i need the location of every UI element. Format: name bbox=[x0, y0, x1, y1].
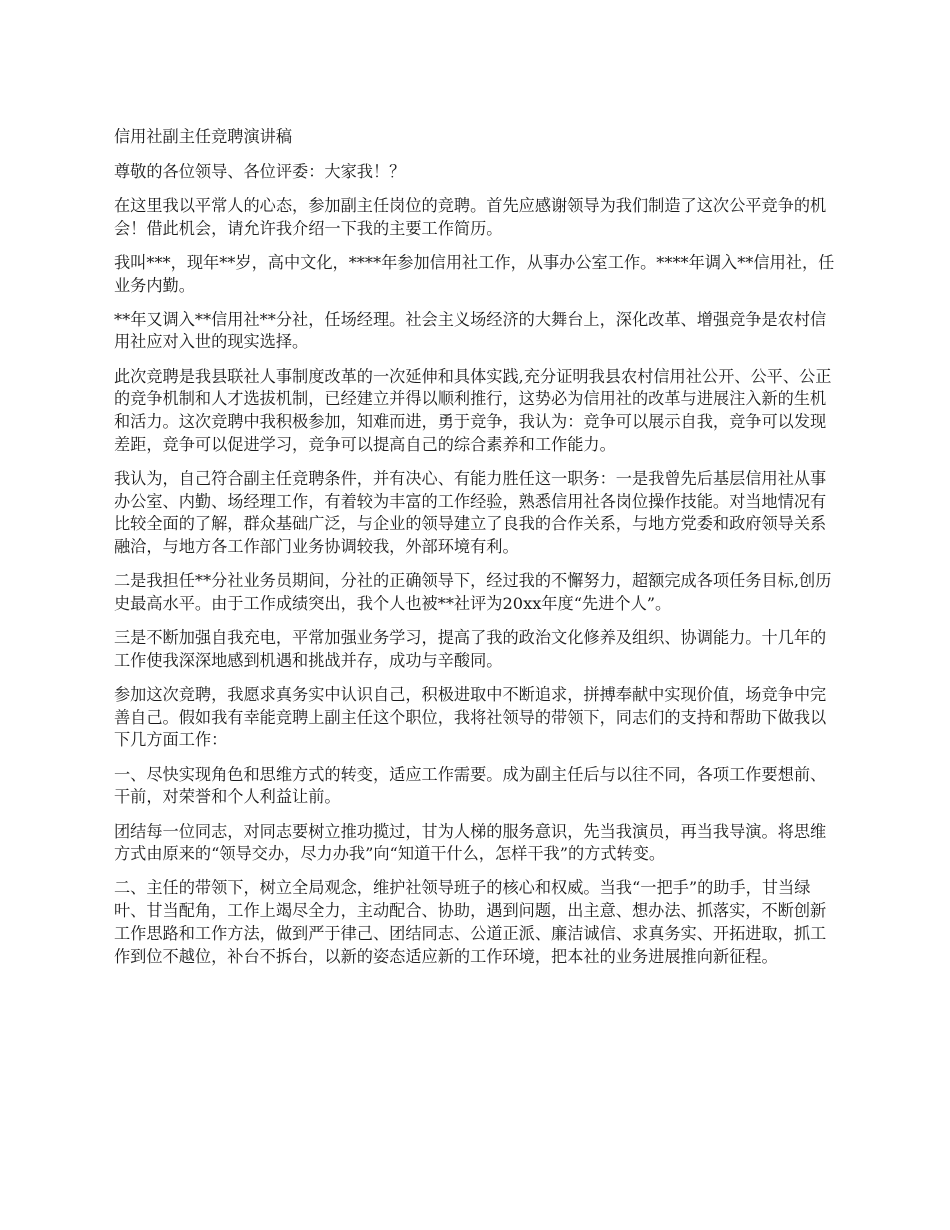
transfer-paragraph: **年又调入**信用社**分社，任场经理。社会主义场经济的大舞台上，深化改革、增强竞争是农村信用社应对入世的现实选择。 bbox=[114, 309, 827, 352]
resume-paragraph: 我叫***，现年**岁，高中文化，****年参加信用社工作，从事办公室工作。****年调入**信用社，任业务内勤。 bbox=[114, 252, 835, 295]
commitment-paragraph: 参加这次竞聘，我愿求真务实中认识自己，积极进取中不断追求，拼搏奉献中实现价值，场竞争中完善自己。假如我有幸能竞聘上副主任这个职位，我将社领导的带领下，同志们的支持和帮助下做我以下几方面工作： bbox=[114, 685, 827, 750]
achievement-paragraph: 二是我担任**分社业务员期间，分社的正确领导下，经过我的不懈努力，超额完成各项任务目标,创历史最高水平。由于工作成绩突出，我个人也被**社评为20xx年度“先进个人”。 bbox=[114, 571, 832, 613]
teamwork-paragraph: 团结每一位同志，对同志要树立推功揽过，甘为人梯的服务意识，先当我演员，再当我导演。将思维方式由原来的“领导交办，尽力办我”向“知道干什么，怎样干我”的方式转变。 bbox=[114, 821, 827, 864]
document-body bbox=[114, 126, 842, 980]
qualification-paragraph: 我认为，自己符合副主任竞聘条件，并有决心、有能力胜任这一职务：一是我曾先后基层信用社从事办公室、内勤、场经理工作，有着较为丰富的工作经验，熟悉信用社各岗位操作技能。对当地情况有比较全面的了解，群众基础广泛，与企业的领导建立了良我的合作关系，与地方党委和政府领导关系融洽，与地方各工作部门业务协调较我，外部环境有利。 bbox=[114, 468, 827, 557]
greeting-paragraph: 尊敬的各位领导、各位评委：大家我！？ bbox=[114, 161, 406, 181]
document-title: 信用社副主任竞聘演讲稿 bbox=[114, 127, 293, 146]
point-two-paragraph: 二、主任的带领下，树立全局观念，维护社领导班子的核心和权威。当我“一把手”的助手，甘当绿叶、甘当配角，工作上竭尽全力，主动配合、协助，遇到问题，出主意、想办法、抓落实，不断创新工作思路和工作方法，做到严于律己、团结同志、公道正派、廉洁诚信、求真务实、开拓进取，抓工作到位不越位，补台不拆台，以新的姿态适应新的工作环境，把本社的业务进展推向新征程。 bbox=[114, 878, 827, 966]
intro-paragraph: 在这里我以平常人的心态，参加副主任岗位的竞聘。首先应感谢领导为我们制造了这次公平竞争的机会！借此机会，请允许我介绍一下我的主要工作简历。 bbox=[114, 195, 827, 238]
competition-paragraph: 此次竞聘是我县联社人事制度改革的一次延伸和具体实践,充分证明我县农村信用社公开、公平、公正的竞争机制和人才选拔机制，已经建立并得以顺利推行，这势必为信用社的改革与进展注入新的生机和活力。这次竞聘中我积极参加，知难而进，勇于竞争，我认为：竞争可以展示自我，竞争可以发现差距，竞争可以促进学习，竞争可以提高自己的综合素养和工作能力。 bbox=[114, 366, 832, 454]
self-improvement-paragraph: 三是不断加强自我充电，平常加强业务学习，提高了我的政治文化修养及组织、协调能力。十几年的工作使我深深地感到机遇和挑战并存，成功与辛酸同。 bbox=[114, 628, 827, 670]
point-one-paragraph: 一、尽快实现角色和思维方式的转变，适应工作需要。成为副主任后与以往不同，各项工作要想前、干前，对荣誉和个人利益让前。 bbox=[114, 764, 827, 807]
